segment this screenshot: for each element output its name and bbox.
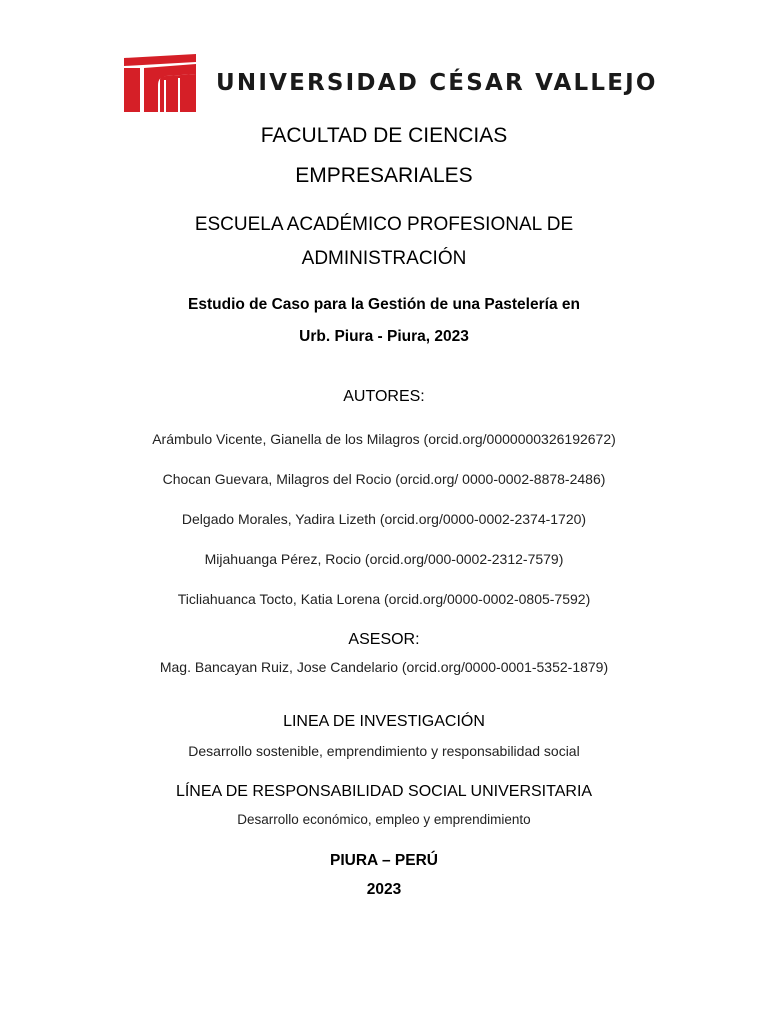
authors-heading: AUTORES: [343,388,425,405]
study-title [0,289,768,353]
school-title [0,208,768,276]
author-item: Delgado Morales, Yadira Lizeth (orcid.org/0000-0002-2374-1720) [181,511,587,527]
year: 2023 [366,881,402,898]
social-line-value: Desarrollo económico, empleo y emprendimiento [237,812,531,827]
author-item: Chocan Guevara, Milagros del Rocio (orcid.org/ 0000-0002-8878-2486) [162,471,606,487]
advisor-name: Mag. Bancayan Ruiz, Jose Candelario (orcid.org/0000-0001-5352-1879) [159,659,609,675]
school-line-2: ADMINISTRACIÓN [301,248,467,269]
study-title-line-1: Estudio de Caso para la Gestión de una Pastelería en [188,296,580,313]
university-logo-icon [120,54,200,114]
social-line-heading: LÍNEA DE RESPONSABILIDAD SOCIAL UNIVERSITARIA [175,783,593,800]
advisor-heading: ASESOR: [348,631,420,648]
faculty-line-1: FACULTAD DE CIENCIAS [260,124,508,147]
research-line-value: Desarrollo sostenible, emprendimiento y responsabilidad social [188,743,580,759]
author-item: Ticliahuanca Tocto, Katia Lorena (orcid.org/0000-0002-0805-7592) [177,591,591,607]
author-item: Mijahuanga Pérez, Rocio (orcid.org/000-0002-2312-7579) [204,551,564,567]
university-name: UNIVERSIDAD CÉSAR VALLEJO [216,70,658,96]
author-item: Arámbulo Vicente, Gianella de los Milagros (orcid.org/0000000326192672) [152,431,616,447]
header [120,54,680,114]
faculty-line-2: EMPRESARIALES [295,164,473,187]
place: PIURA – PERÚ [330,852,438,869]
school-line-1: ESCUELA ACADÉMICO PROFESIONAL DE [194,214,574,235]
research-line-heading: LINEA DE INVESTIGACIÓN [283,713,485,730]
faculty-title [0,116,768,196]
study-title-line-2: Urb. Piura - Piura, 2023 [299,328,469,345]
